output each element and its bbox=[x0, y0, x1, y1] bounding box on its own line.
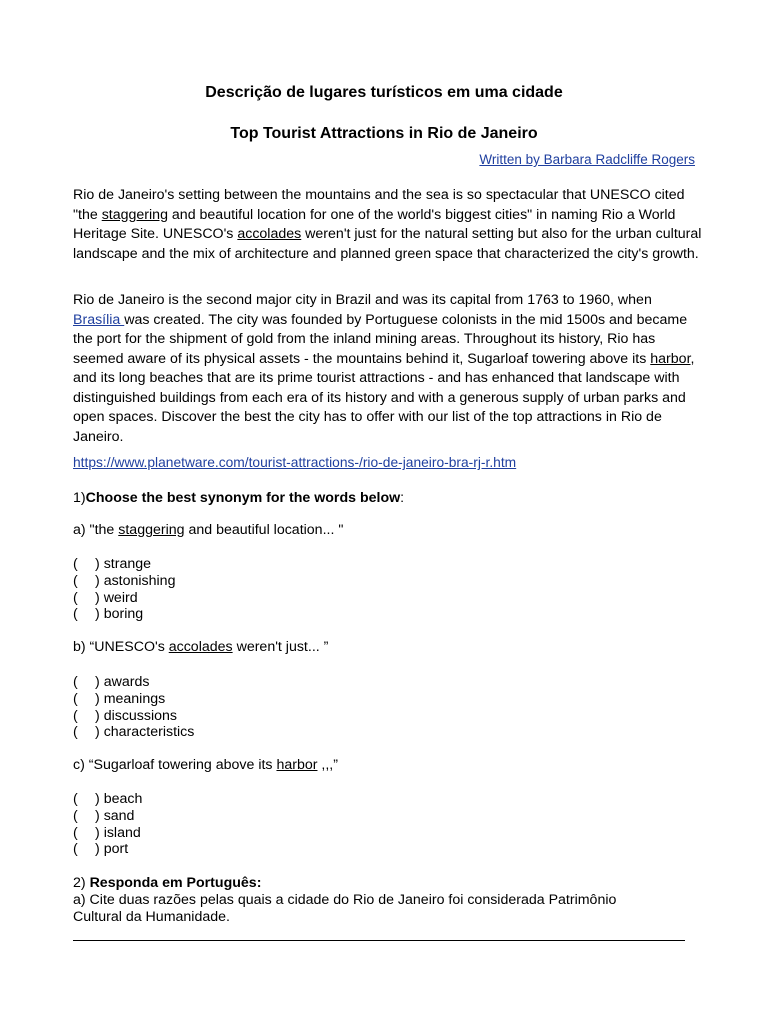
option-label: beach bbox=[103, 791, 143, 807]
option-paren-open: ( bbox=[73, 791, 78, 807]
option-label: sand bbox=[103, 807, 135, 824]
question-1a-prompt bbox=[73, 522, 343, 538]
option-paren-close: ) bbox=[95, 824, 100, 841]
question-1-colon: : bbox=[400, 490, 405, 506]
option-label: port bbox=[103, 841, 129, 858]
option-paren-close: ) bbox=[95, 606, 100, 623]
option-paren-open: ( bbox=[73, 674, 78, 690]
intro-text-b: and beautiful location for one of the world's biggest cities" in naming Rio a World Heritage Site. UNESCO's bbox=[73, 206, 676, 242]
option-paren-close: ) bbox=[95, 707, 100, 724]
question-2-heading bbox=[73, 875, 261, 891]
option-paren-open: ( bbox=[73, 606, 78, 623]
option-checkbox[interactable] bbox=[73, 708, 194, 725]
question-1c-word: harbor bbox=[276, 757, 318, 773]
option-paren-close: ) bbox=[95, 807, 100, 824]
option-paren-open: ( bbox=[73, 824, 78, 841]
question-2-number: 2) bbox=[73, 875, 90, 891]
question-1b-suffix: weren't just... ” bbox=[232, 639, 329, 655]
question-1-heading bbox=[73, 490, 404, 506]
question-1b-prompt bbox=[73, 639, 328, 655]
intro-text-a: Rio de Janeiro's setting between the mountains and the sea is so spectacular that UNESCO cited "the bbox=[73, 187, 685, 223]
option-paren-open: ( bbox=[73, 690, 78, 707]
option-paren-close: ) bbox=[95, 674, 100, 690]
question-1c-options bbox=[73, 791, 142, 858]
option-checkbox[interactable] bbox=[73, 808, 142, 825]
question-1a-word: staggering bbox=[118, 522, 185, 538]
highlight-word-accolades: accolades bbox=[237, 226, 302, 242]
option-label: boring bbox=[103, 606, 144, 623]
question-2a-line1: a) Cite duas razões pelas quais a cidade do Rio de Janeiro foi considerada Patrimônio bbox=[73, 892, 617, 908]
question-1b-prefix: b) “UNESCO's bbox=[73, 639, 169, 655]
option-paren-open: ( bbox=[73, 589, 78, 606]
question-1c-suffix: ,,,” bbox=[317, 757, 338, 773]
option-paren-close: ) bbox=[95, 690, 100, 707]
intro-paragraph bbox=[73, 186, 703, 264]
option-label: meanings bbox=[103, 690, 166, 707]
source-url-link[interactable]: https://www.planetware.com/tourist-attractions-/rio-de-janeiro-bra-rj-r.htm bbox=[73, 455, 517, 470]
option-label: awards bbox=[103, 674, 150, 690]
option-label: strange bbox=[103, 556, 152, 572]
history-text-c: , and its long beaches that are its prime tourist attractions - and has enhanced that landscape with distinguished buildings from each era of its history and with a generous supply of urban parks and open spaces. Discover the best the city has to offer with our list of the top attractions in Rio de Janeiro. bbox=[73, 350, 695, 445]
question-1b-word: accolades bbox=[168, 639, 233, 655]
question-1a-prefix: a) "the bbox=[73, 522, 119, 538]
option-checkbox[interactable] bbox=[73, 556, 175, 573]
question-1c-prompt bbox=[73, 757, 338, 773]
question-1a-suffix: and beautiful location... " bbox=[184, 522, 344, 538]
history-text-a: Rio de Janeiro is the second major city in Brazil and was its capital from 1763 to 1960, when bbox=[73, 292, 652, 308]
question-1-number: 1) bbox=[73, 490, 86, 506]
question-1b-options bbox=[73, 674, 194, 741]
option-checkbox[interactable] bbox=[73, 724, 194, 741]
intro-text-c: weren't just for the natural setting but also for the urban cultural landscape and the mix of architecture and planned green space that characterized the city's growth. bbox=[73, 226, 702, 262]
answer-line[interactable] bbox=[73, 940, 685, 941]
option-paren-open: ( bbox=[73, 556, 78, 572]
option-paren-open: ( bbox=[73, 841, 78, 858]
option-paren-close: ) bbox=[95, 841, 100, 858]
option-paren-close: ) bbox=[95, 724, 100, 741]
question-2a-line2: Cultural da Humanidade. bbox=[73, 909, 230, 925]
option-paren-close: ) bbox=[95, 572, 100, 589]
question-1c-prefix: c) “Sugarloaf towering above its bbox=[73, 757, 277, 773]
option-paren-close: ) bbox=[95, 791, 100, 807]
author-link[interactable]: Written by Barbara Radcliffe Rogers bbox=[479, 152, 695, 167]
highlight-word-harbor: harbor bbox=[650, 350, 691, 367]
option-checkbox[interactable] bbox=[73, 606, 175, 623]
highlight-word-staggering: staggering bbox=[101, 206, 168, 223]
option-paren-open: ( bbox=[73, 707, 78, 724]
question-1a-options bbox=[73, 556, 175, 623]
history-text-b: was created. The city was founded by Portuguese colonists in the mid 1500s and became the port for the shipment of gold from the inland mining areas. Throughout its history, Rio has seemed aware of its physical assets - the mountains behind it, Sugarloaf towering above its bbox=[73, 311, 688, 367]
option-paren-open: ( bbox=[73, 572, 78, 589]
option-checkbox[interactable] bbox=[73, 691, 194, 708]
option-label: astonishing bbox=[103, 572, 176, 589]
option-paren-open: ( bbox=[73, 807, 78, 824]
page-title-portuguese: Descrição de lugares turísticos em uma cidade bbox=[205, 84, 563, 101]
page-title-english: Top Tourist Attractions in Rio de Janeiro bbox=[230, 125, 538, 142]
question-2-instruction: Responda em Português: bbox=[89, 875, 262, 891]
option-paren-close: ) bbox=[95, 556, 100, 572]
brasilia-link[interactable]: Brasília bbox=[73, 311, 125, 328]
option-checkbox[interactable] bbox=[73, 841, 142, 858]
option-checkbox[interactable] bbox=[73, 590, 175, 607]
option-checkbox[interactable] bbox=[73, 791, 142, 808]
question-1-instruction: Choose the best synonym for the words below bbox=[85, 490, 401, 506]
option-label: characteristics bbox=[103, 724, 195, 741]
option-label: island bbox=[103, 824, 141, 841]
option-label: weird bbox=[103, 589, 138, 606]
option-paren-open: ( bbox=[73, 724, 78, 741]
option-checkbox[interactable] bbox=[73, 825, 142, 842]
option-label: discussions bbox=[103, 707, 178, 724]
history-paragraph bbox=[73, 291, 703, 447]
option-checkbox[interactable] bbox=[73, 573, 175, 590]
option-paren-close: ) bbox=[95, 589, 100, 606]
option-checkbox[interactable] bbox=[73, 674, 194, 691]
